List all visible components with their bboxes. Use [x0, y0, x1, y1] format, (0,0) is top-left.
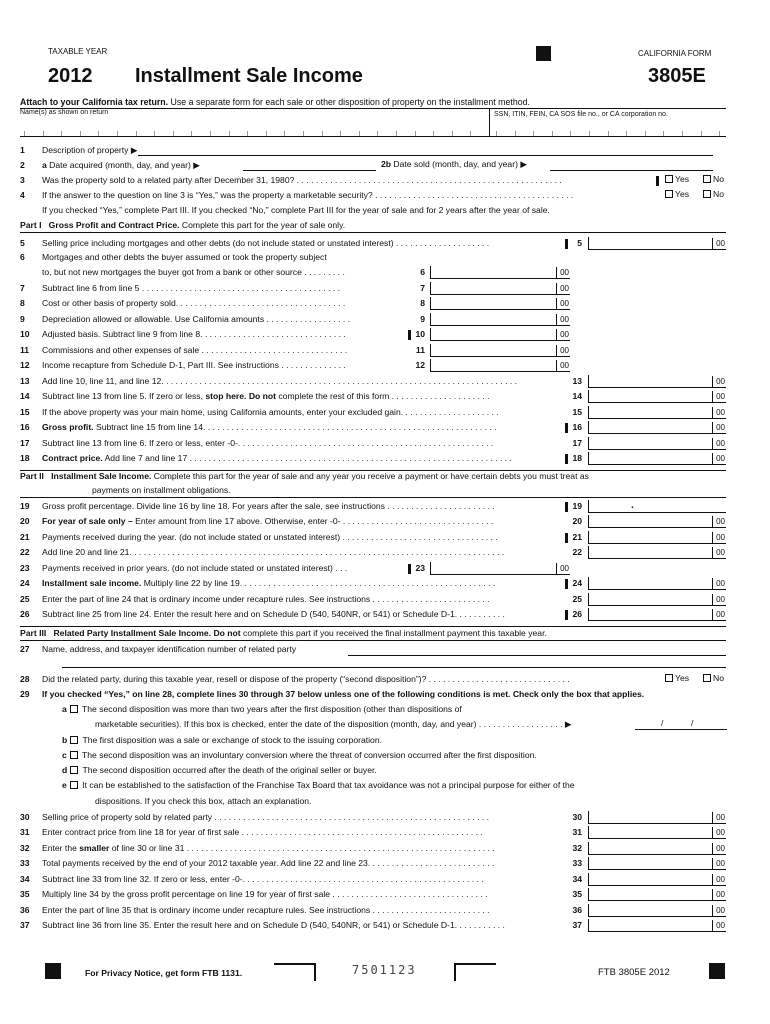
- ssn-field[interactable]: [492, 120, 726, 135]
- form-code: 7501123: [352, 963, 417, 977]
- line-2b: 2b Date sold (month, day, and year) ▶: [381, 159, 527, 169]
- line-12-amount[interactable]: 00: [430, 359, 570, 372]
- line-29c[interactable]: c The second disposition was an involuntary conversion where the threat of conversion occurred after the first disposition.: [62, 750, 537, 760]
- line-27: 27 Name, address, and taxpayer identification number of related party: [20, 644, 297, 654]
- line-19-text: 19 Gross profit percentage. Divide line 16 by line 18. For years after the sale, see instructions . . . . . . . . . . . . . . . . . . . . . . .: [20, 501, 495, 511]
- line-29d[interactable]: d The second disposition occurred after the death of the original seller or buyer.: [62, 765, 377, 775]
- corner-mark-1: [274, 963, 316, 981]
- line-6-text: to, but not new mortgages the buyer got from a bank or other source . . . . . . . . .: [42, 267, 345, 277]
- line-1: 1 Description of property ▶: [20, 145, 138, 155]
- line-3-yes[interactable]: Yes: [662, 174, 689, 184]
- line-22-text: 22 Add line 20 and line 21. . . . . . . . . . . . . . . . . . . . . . . . . . . . . . . . . . . . . . . . . . . . . . . . . . . . . . . . . . . . . . . . . . . . . . . . . . . . . . .: [20, 547, 505, 557]
- line-18-number: 18: [572, 453, 582, 463]
- line-30-number: 30: [572, 812, 582, 822]
- line-21-amount[interactable]: 00: [588, 531, 726, 544]
- line-4-yes[interactable]: Yes: [662, 189, 689, 199]
- registration-mark: [536, 46, 551, 61]
- line-11-text: 11 Commissions and other expenses of sale . . . . . . . . . . . . . . . . . . . . . . . . . . . . . . .: [20, 345, 348, 355]
- line-6-text: 6 Mortgages and other debts the buyer assumed or took the property subject: [20, 252, 327, 262]
- line-31-amount[interactable]: 00: [588, 826, 726, 839]
- footer-mark-right: [709, 963, 725, 979]
- line-32-number: 32: [572, 843, 582, 853]
- line-18-amount[interactable]: 00: [588, 452, 726, 465]
- line-26-text: 26 Subtract line 25 from line 24. Enter the result here and on Schedule D (540, 540NR, or 541) or Schedule D-1. . . . . . . . . . .: [20, 609, 505, 619]
- line-31-number: 31: [572, 827, 582, 837]
- line-23-amount[interactable]: 00: [430, 562, 570, 575]
- part-3-header: Part III Related Party Installment Sale Income. Do not complete this part if you received the final installment payment this taxable year.: [20, 628, 547, 638]
- line-9-text: 9 Depreciation allowed or allowable. Use California amounts . . . . . . . . . . . . . . . . . .: [20, 314, 351, 324]
- line-14-amount[interactable]: 00: [588, 390, 726, 403]
- line-8-amount[interactable]: 00: [430, 297, 570, 310]
- line-16-amount[interactable]: 00: [588, 421, 726, 434]
- line-16-text: 16 Gross profit. Subtract line 15 from line 14. . . . . . . . . . . . . . . . . . . . . . . . . . . . . . . . . . . . . . . . . . . . . . . . . . . . . . . . . . . . . .: [20, 422, 497, 432]
- footer-mark-left: [45, 963, 61, 979]
- line-29: 29 If you checked “Yes,” on line 28, complete lines 30 through 37 below unless one of the following conditions is met. Check only the box that applies.: [20, 689, 645, 699]
- line-5-amount[interactable]: 00: [588, 237, 726, 250]
- line-24-text: 24 Installment sale income. Multiply line 22 by line 19. . . . . . . . . . . . . . . . . . . . . . . . . . . . . . . . . . . . . . . . . . . . . . . . . . . . . .: [20, 578, 496, 588]
- line-37-text: 37 Subtract line 36 from line 35. Enter the result here and on Schedule D (540, 540NR, or 541) or Schedule D-1. . . . . . . . . . .: [20, 920, 505, 930]
- line-14-text: 14 Subtract line 13 from line 5. If zero or less, stop here. Do not complete the rest of this form . . . . . . . . . . . . . . . . . . . . .: [20, 391, 490, 401]
- ssn-label: SSN, ITIN, FEIN, CA SOS file no., or CA corporation no.: [494, 111, 668, 118]
- form-number: 3805E: [648, 65, 706, 87]
- line-17-text: 17 Subtract line 13 from line 6. If zero or less, enter -0-. . . . . . . . . . . . . . . . . . . . . . . . . . . . . . . . . . . . . . . . . . . . . . . . . . . . . .: [20, 438, 494, 448]
- line-20-text: 20 For year of sale only – Enter amount from line 17 above. Otherwise, enter -0- . . . . . . . . . . . . . . . . . . . . . . . . . . . . . . . .: [20, 516, 494, 526]
- taxable-year-label: TAXABLE YEAR: [48, 47, 108, 56]
- line-11-amount[interactable]: 00: [430, 344, 570, 357]
- line-17-number: 17: [572, 438, 582, 448]
- line-22-number: 22: [572, 547, 582, 557]
- line-4-no[interactable]: No: [700, 189, 724, 199]
- line-20-amount[interactable]: 00: [588, 515, 726, 528]
- line-29b[interactable]: b The first disposition was a sale or exchange of stock to the issuing corporation.: [62, 735, 382, 745]
- line-13-amount[interactable]: 00: [588, 375, 726, 388]
- line-32-amount[interactable]: 00: [588, 842, 726, 855]
- line-24-amount[interactable]: 00: [588, 577, 726, 590]
- line-4: 4 If the answer to the question on line 3 is “Yes,” was the property a marketable security? . . . . . . . . . . . . . . . . . . . . . . . . . . . . . . . . . . . . . . . . . .: [20, 190, 574, 200]
- line-35-amount[interactable]: 00: [588, 888, 726, 901]
- line-7-text: 7 Subtract line 6 from line 5 . . . . . . . . . . . . . . . . . . . . . . . . . . . . . . . . . . . . . . . . . .: [20, 283, 341, 293]
- privacy-notice: For Privacy Notice, get form FTB 1131.: [85, 968, 243, 978]
- line-24-number: 24: [572, 578, 582, 588]
- part-2-header: Part II Installment Sale Income. Complete this part for the year of sale and any year you receive a payment or have certain debts you must treat as: [20, 471, 589, 481]
- line-34-amount[interactable]: 00: [588, 873, 726, 886]
- line-12-number: 12: [415, 360, 425, 370]
- line-34-text: 34 Subtract line 33 from line 32. If zero or less, enter -0-. . . . . . . . . . . . . . . . . . . . . . . . . . . . . . . . . . . . . . . . . . . . . . . . . . .: [20, 874, 484, 884]
- line-32-text: 32 Enter the smaller of line 30 or line 31 . . . . . . . . . . . . . . . . . . . . . . . . . . . . . . . . . . . . . . . . . . . . . . . . . . . . . . . . . . . . . . . . .: [20, 843, 495, 853]
- line-2a-field[interactable]: [243, 170, 376, 171]
- line-25-text: 25 Enter the part of line 24 that is ordinary income under recapture rules. See instructions . . . . . . . . . . . . . . . . . . . . . . . . .: [20, 594, 490, 604]
- part-1-header: Part I Gross Profit and Contract Price. Complete this part for the year of sale only.: [20, 220, 346, 230]
- line-19-number: 19: [572, 501, 582, 511]
- line-33-text: 33 Total payments received by the end of your 2012 taxable year. Add line 22 and line 23. . . . . . . . . . . . . . . . . . . . . . . . . . .: [20, 858, 495, 868]
- line-23-number: 23: [415, 563, 425, 573]
- line-29a[interactable]: a The second disposition was more than two years after the first disposition (other than dispositions of: [62, 704, 462, 714]
- line-4-note: If you checked “Yes,” complete Part III. If you checked “No,” complete Part III for the year of sale and for 2 years after the year of sale.: [42, 205, 550, 215]
- line-36-number: 36: [572, 905, 582, 915]
- line-13-text: 13 Add line 10, line 11, and line 12. . . . . . . . . . . . . . . . . . . . . . . . . . . . . . . . . . . . . . . . . . . . . . . . . . . . . . . . . . . . . . . . . . . . . . . . . . .: [20, 376, 518, 386]
- line-10-text: 10 Adjusted basis. Subtract line 9 from line 8. . . . . . . . . . . . . . . . . . . . . . . . . . . . . . .: [20, 329, 346, 339]
- line-21-number: 21: [572, 532, 582, 542]
- line-9-number: 9: [420, 314, 425, 324]
- line-31-text: 31 Enter contract price from line 18 for year of first sale . . . . . . . . . . . . . . . . . . . . . . . . . . . . . . . . . . . . . . . . . . . . . . . . . . .: [20, 827, 483, 837]
- line-3: 3 Was the property sold to a related party after December 31, 1980? . . . . . . . . . . . . . . . . . . . . . . . . . . . . . . . . . . . . . . . . . . . . . . . . . . . . . . . .: [20, 175, 562, 185]
- line-3-no[interactable]: No: [700, 174, 724, 184]
- line-26-number: 26: [572, 609, 582, 619]
- line-30-text: 30 Selling price of property sold by related party . . . . . . . . . . . . . . . . . . . . . . . . . . . . . . . . . . . . . . . . . . . . . . . . . . . . . . . . . .: [20, 812, 490, 822]
- form-id: FTB 3805E 2012: [598, 967, 670, 978]
- line-12-text: 12 Income recapture from Schedule D-1, Part III. See instructions . . . . . . . . . . . . . .: [20, 360, 346, 370]
- line-8-number: 8: [420, 298, 425, 308]
- line-6-number: 6: [420, 267, 425, 277]
- line-29e-2: dispositions. If you check this box, attach an explanation.: [95, 796, 312, 806]
- line-22-amount[interactable]: 00: [588, 546, 726, 559]
- line-36-text: 36 Enter the part of line 35 that is ordinary income under recapture rules. See instructions . . . . . . . . . . . . . . . . . . . . . . . . .: [20, 905, 490, 915]
- line-36-amount[interactable]: 00: [588, 904, 726, 917]
- line-15-text: 15 If the above property was your main home, using California amounts, enter your excluded gain. . . . . . . . . . . . . . . . . . . . .: [20, 407, 499, 417]
- part-2-desc2: payments on installment obligations.: [92, 485, 231, 495]
- line-7-number: 7: [420, 283, 425, 293]
- line-26-amount[interactable]: 00: [588, 608, 726, 621]
- line-28: 28 Did the related party, during this taxable year, resell or dispose of the property (“second disposition”)? . . . . . . . . . . . . . . . . . . . . . . . . . . . . . .: [20, 674, 570, 684]
- line-27-field[interactable]: [348, 655, 726, 656]
- line-30-amount[interactable]: 00: [588, 811, 726, 824]
- line-25-number: 25: [572, 594, 582, 604]
- line-20-number: 20: [572, 516, 582, 526]
- name-field[interactable]: [20, 118, 488, 134]
- line-7-amount[interactable]: 00: [430, 282, 570, 295]
- line-15-number: 15: [572, 407, 582, 417]
- line-2b-field[interactable]: [550, 170, 713, 171]
- line-1-field[interactable]: [138, 155, 713, 156]
- line-10-amount[interactable]: 00: [430, 328, 570, 341]
- line-27-field-2[interactable]: [62, 667, 726, 668]
- line-6-amount[interactable]: 00: [430, 266, 570, 279]
- line-10-number: 10: [415, 329, 425, 339]
- line-29a-date[interactable]: / /: [635, 718, 727, 730]
- california-form-label: CALIFORNIA FORM: [638, 49, 712, 58]
- corner-mark-2: [454, 963, 496, 981]
- tax-year: 2012: [48, 65, 93, 87]
- line-34-number: 34: [572, 874, 582, 884]
- line-14-number: 14: [572, 391, 582, 401]
- line-23-text: 23 Payments received in prior years. (do not include stated or unstated interest) . . .: [20, 563, 348, 573]
- name-label: Name(s) as shown on return: [20, 109, 109, 116]
- form-title: Installment Sale Income: [135, 65, 363, 87]
- line-28-no[interactable]: No: [700, 673, 724, 683]
- line-35-text: 35 Multiply line 34 by the gross profit percentage on line 19 for year of first sale . . . . . . . . . . . . . . . . . . . . . . . . . . . . . . . . .: [20, 889, 488, 899]
- line-13-number: 13: [572, 376, 582, 386]
- line-37-number: 37: [572, 920, 582, 930]
- line-15-amount[interactable]: 00: [588, 406, 726, 419]
- line-33-number: 33: [572, 858, 582, 868]
- line-21-text: 21 Payments received during the year. (do not include stated or unstated interest) . . . . . . . . . . . . . . . . . . . . . . . . . . . . . . . . .: [20, 532, 498, 542]
- line-25-amount[interactable]: 00: [588, 593, 726, 606]
- line-29e[interactable]: e It can be established to the satisfaction of the Franchise Tax Board that tax avoidance was not a principal purpose for either of the: [62, 780, 575, 790]
- line-29a-2: marketable securities). If this box is checked, enter the date of the disposition (month, day, and year) . . . . . . . . . . . . . . . . . . ▶: [95, 719, 572, 729]
- line-37-amount[interactable]: 00: [588, 919, 726, 932]
- line-2a: 2 a Date acquired (month, day, and year) ▶: [20, 160, 200, 170]
- line-28-yes[interactable]: Yes: [662, 673, 689, 683]
- line-5-text: 5 Selling price including mortgages and other debts (do not include stated or unstated interest) . . . . . . . . . . . . . . . . . . . .: [20, 238, 490, 248]
- line-8-text: 8 Cost or other basis of property sold. . . . . . . . . . . . . . . . . . . . . . . . . . . . . . . . . . . .: [20, 298, 346, 308]
- line-17-amount[interactable]: 00: [588, 437, 726, 450]
- line-19-amount[interactable]: .: [588, 500, 726, 513]
- line-18-text: 18 Contract price. Add line 7 and line 17 . . . . . . . . . . . . . . . . . . . . . . . . . . . . . . . . . . . . . . . . . . . . . . . . . . . . . . . . . . . . . . . . . . . .: [20, 453, 512, 463]
- line-33-amount[interactable]: 00: [588, 857, 726, 870]
- line-16-number: 16: [572, 422, 582, 432]
- line-9-amount[interactable]: 00: [430, 313, 570, 326]
- line-35-number: 35: [572, 889, 582, 899]
- line-5-number: 5: [577, 238, 582, 248]
- line-11-number: 11: [415, 345, 425, 355]
- attach-instructions: Attach to your California tax return. Use a separate form for each sale or other disposition of property on the installment method.: [20, 97, 530, 107]
